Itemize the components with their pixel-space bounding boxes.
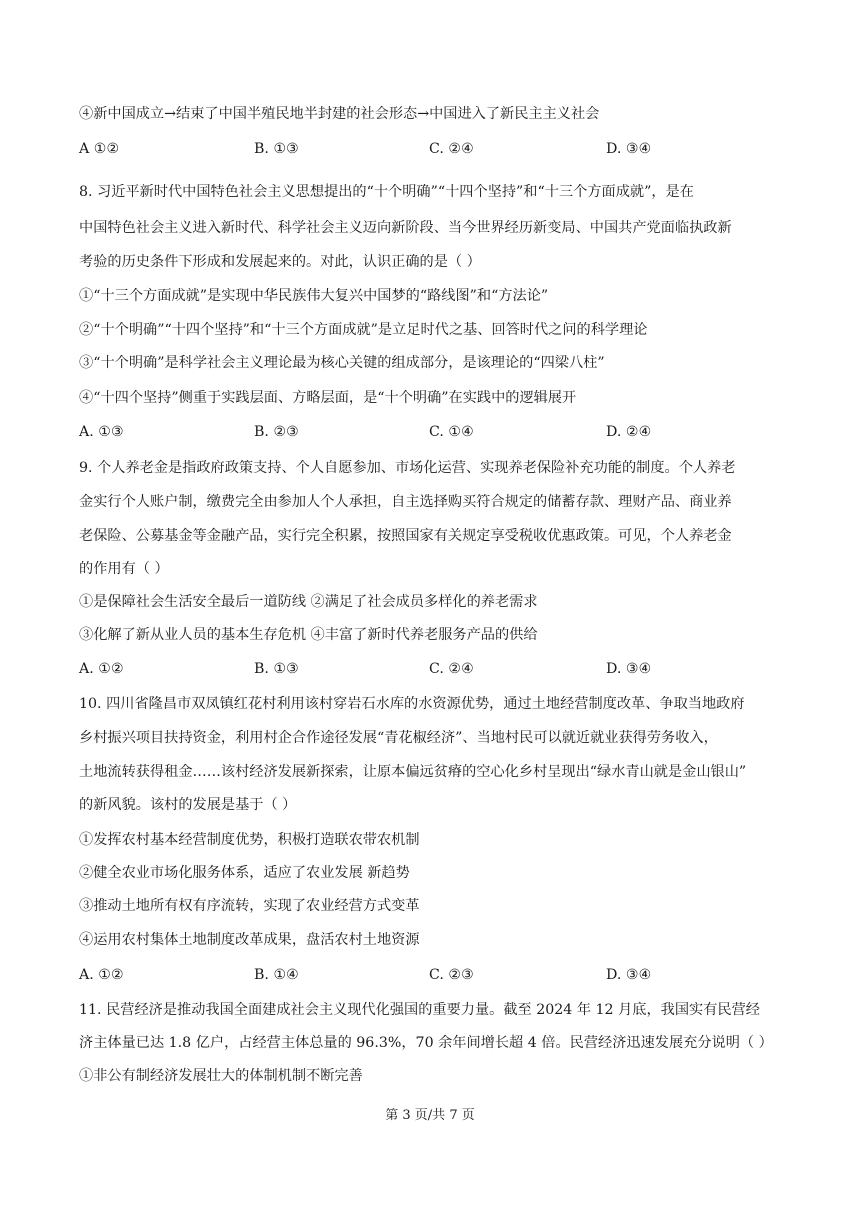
q9-option-d: D. ③④: [606, 661, 652, 677]
q7-options: [79, 139, 719, 159]
q8-statement-1: ①“十三个方面成就”是实现中华民族伟大复兴中国梦的“路线图”和“方法论”: [79, 288, 549, 304]
q7-option-a: A ①②: [79, 141, 120, 157]
q10-option-c: C. ②③: [429, 967, 474, 983]
q10-statement-4: ④运用农村集体土地制度改革成果，盘活农村土地资源: [79, 932, 420, 948]
q9-option-a: A. ①②: [79, 661, 124, 677]
q10-stem-line-3: 土地流转获得租金……该村经济发展新探索，让原本偏远贫瘠的空心化乡村呈现出“绿水青山就是金山银山”: [79, 764, 747, 780]
q8-options: [79, 422, 719, 442]
q10-stem-line-2: 乡村振兴项目扶持资金，利用村企合作途径发展“青花椒经济”、当地村民可以就近就业获得劳务收入，: [79, 730, 718, 746]
q7-option-d: D. ③④: [606, 141, 652, 157]
q10-option-d: D. ③④: [606, 967, 652, 983]
q9-stem-line-2: 金实行个人账户制，缴费完全由参加人个人承担，自主选择购买符合规定的储蓄存款、理财产品、商业养: [79, 494, 732, 510]
page-footer: 第 3 页/共 7 页: [385, 1108, 475, 1123]
q10-stem-line-1: 10. 四川省隆昌市双凤镇红花村利用该村穿岩石水库的水资源优势，通过土地经营制度改革、争取当地政府: [79, 696, 745, 712]
q8-statement-2: ②“十个明确”“十四个坚持”和“十三个方面成就”是立足时代之基、回答时代之问的科学理论: [79, 322, 648, 338]
q7-statement-4: ④新中国成立→结束了中国半殖民地半封建的社会形态→中国进入了新民主主义社会: [79, 106, 600, 122]
q8-stem-line-2: 中国特色社会主义进入新时代、科学社会主义迈向新阶段、当今世界经历新变局、中国共产党面临执政新: [79, 220, 732, 236]
q9-option-c: C. ②④: [429, 661, 474, 677]
q10-statement-3: ③推动土地所有权有序流转，实现了农业经营方式变革: [79, 898, 420, 914]
q8-option-a: A. ①③: [79, 424, 124, 440]
q8-option-d: D. ②④: [606, 424, 652, 440]
q11-stem-line-2: 济主体量已达 1.8 亿户，占经营主体总量的 96.3%，70 余年间增长超 4 倍。民营经济迅速发展充分说明（ ）: [79, 1035, 773, 1051]
q8-option-c: C. ①④: [429, 424, 474, 440]
q10-stem-line-4: 的新风貌。该村的发展是基于（ ）: [79, 797, 297, 813]
q10-statement-1: ①发挥农村基本经营制度优势，积极打造联农带农机制: [79, 832, 420, 848]
q9-stem-line-1: 9. 个人养老金是指政府政策支持、个人自愿参加、市场化运营、实现养老保险补充功能的制度。个人养老: [79, 460, 736, 476]
q10-option-b: B. ①④: [254, 967, 299, 983]
q9-stem-line-4: 的作用有（ ）: [79, 561, 169, 577]
q8-statement-3: ③“十个明确”是科学社会主义理论最为核心关键的组成部分，是该理论的“四梁八柱”: [79, 355, 605, 371]
q8-stem-line-3: 考验的历史条件下形成和发展起来的。对此，认识正确的是（ ）: [79, 254, 481, 270]
q9-statements-line-2: ③化解了新从业人员的基本生存危机 ④丰富了新时代养老服务产品的供给: [79, 627, 538, 643]
q8-option-b: B. ②③: [254, 424, 299, 440]
q7-option-c: C. ②④: [429, 141, 474, 157]
q8-stem-line-1: 8. 习近平新时代中国特色社会主义思想提出的“十个明确”“十四个坚持”和“十三个方面成就”，是在: [79, 184, 694, 200]
q9-statements-line-1: ①是保障社会生活安全最后一道防线 ②满足了社会成员多样化的养老需求: [79, 594, 538, 610]
q10-options: [79, 965, 719, 985]
q8-statement-4: ④“十四个坚持”侧重于实践层面、方略层面，是“十个明确”在实践中的逻辑展开: [79, 390, 577, 406]
q9-options: [79, 659, 719, 679]
q9-option-b: B. ①③: [254, 661, 299, 677]
q11-statement-1: ①非公有制经济发展壮大的体制机制不断完善: [79, 1068, 363, 1084]
q11-stem-line-1: 11. 民营经济是推动我国全面建成社会主义现代化强国的重要力量。截至 2024 年 12 月底，我国实有民营经: [79, 1002, 760, 1018]
q10-statement-2: ②健全农业市场化服务体系，适应了农业发展 新趋势: [79, 865, 410, 881]
q9-stem-line-3: 老保险、公募基金等金融产品，实行完全积累，按照国家有关规定享受税收优惠政策。可见，个人养老金: [79, 528, 732, 544]
q7-option-b: B. ①③: [254, 141, 299, 157]
q10-option-a: A. ①②: [79, 967, 124, 983]
